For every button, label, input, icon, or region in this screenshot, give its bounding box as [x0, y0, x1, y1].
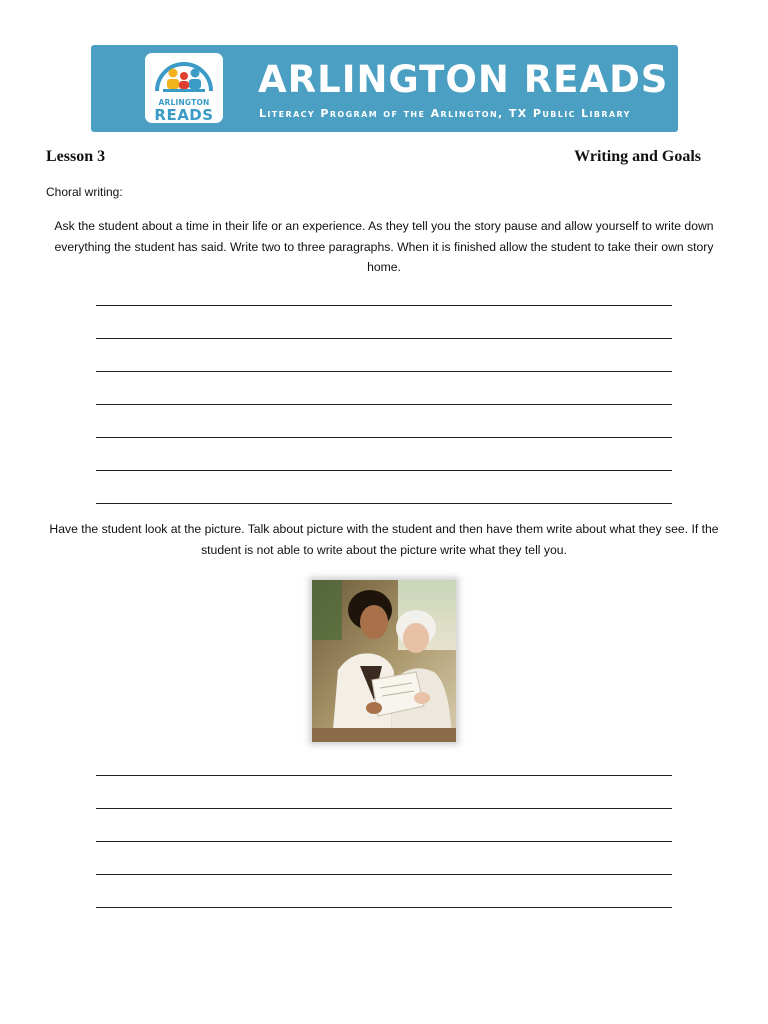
lesson-topic: Writing and Goals	[574, 148, 701, 165]
writing-line	[96, 305, 672, 306]
section-label: Choral writing:	[46, 185, 123, 199]
writing-line	[96, 907, 672, 908]
writing-line	[96, 775, 672, 776]
writing-line	[96, 808, 672, 809]
writing-line	[96, 437, 672, 438]
picture-instructions: Have the student look at the picture. Talk about picture with the student and then have them write about what they see. If the student is not able to write about the picture write what they tell you.	[49, 522, 719, 557]
header-banner	[91, 45, 678, 132]
lesson-number: Lesson 3	[46, 148, 106, 165]
readers-icon	[145, 53, 223, 99]
logo-small-text: ARLINGTON	[158, 98, 210, 107]
writing-line	[96, 338, 672, 339]
logo-big-text: READS	[154, 106, 214, 124]
writing-line	[96, 503, 672, 504]
writing-line	[96, 371, 672, 372]
writing-line	[96, 841, 672, 842]
arlington-reads-logo	[145, 53, 223, 123]
choral-writing-instructions: Ask the student about a time in their life or an experience. As they tell you the story pause and allow yourself to write down everything the student has said. Write two to three paragraphs. When it is finished allow the student to take their own story home.	[54, 219, 714, 274]
writing-line	[96, 874, 672, 875]
tutor-and-student-photo	[312, 580, 456, 742]
banner-subtitle: Literacy Program of the Arlington, TX Public Library	[259, 107, 631, 120]
writing-line	[96, 404, 672, 405]
writing-line	[96, 470, 672, 471]
banner-title: ARLINGTON READS	[258, 58, 669, 101]
